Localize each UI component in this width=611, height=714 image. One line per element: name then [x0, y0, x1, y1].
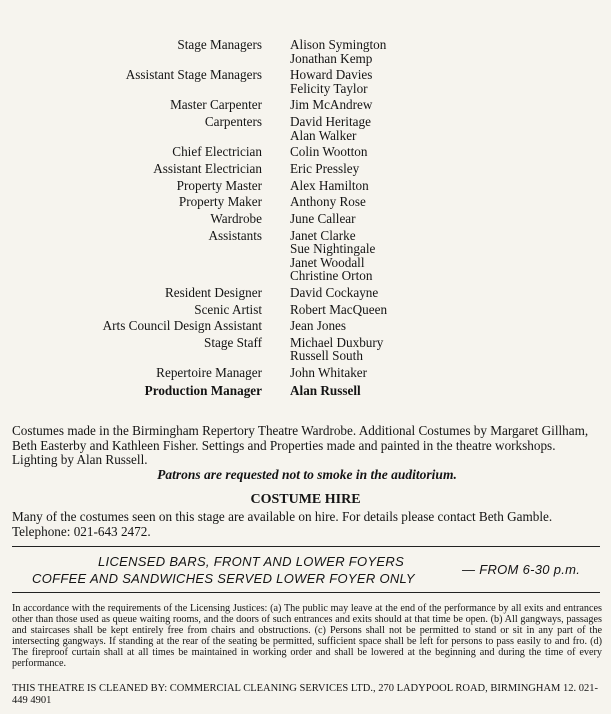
credit-role: Production Manager	[144, 382, 262, 398]
credit-name: Robert MacQueen	[290, 301, 388, 317]
credit-role: Stage Managers	[177, 37, 262, 52]
credit-names	[290, 115, 611, 142]
credit-role: Assistant Stage Managers	[125, 67, 262, 83]
credit-name: Sue Nightingale	[290, 241, 376, 257]
credit-names	[290, 229, 611, 283]
credit-row	[0, 212, 611, 226]
credit-name: Alan Walker	[290, 127, 357, 143]
credit-names	[290, 38, 611, 65]
credit-name: Janet Woodall	[290, 254, 365, 270]
bars-line-2: COFFEE AND SANDWICHES SERVED LOWER FOYER ONLY	[32, 571, 415, 586]
costumes-note: Costumes made in the Birmingham Repertory Theatre Wardrobe. Additional Costumes by Margaret Gillham, Beth Easterby and Kathleen Fisher. Settings and Properties made and painted in the theatre workshops. Lighting by Alan Russell.	[12, 423, 589, 467]
credit-row	[0, 115, 611, 142]
credit-names	[290, 336, 611, 363]
costume-hire-heading: COSTUME HIRE	[250, 492, 361, 507]
bars-line-1: LICENSED BARS, FRONT AND LOWER FOYERS	[98, 554, 405, 569]
credit-name: Janet Clarke	[290, 227, 356, 243]
credit-row	[0, 286, 611, 300]
credit-role: Assistant Electrician	[153, 160, 262, 176]
credit-row	[0, 68, 611, 95]
credit-name: Jonathan Kemp	[290, 50, 373, 66]
credit-row	[0, 145, 611, 159]
credit-role: Stage Staff	[204, 334, 262, 350]
credit-row	[0, 179, 611, 193]
credit-row	[0, 229, 611, 283]
divider-bottom	[12, 592, 600, 593]
divider-top	[12, 546, 600, 547]
credit-row	[0, 319, 611, 333]
credit-name: Michael Duxbury	[290, 334, 384, 350]
cleaned-by-notice: THIS THEATRE IS CLEANED BY: COMMERCIAL CLEANING SERVICES LTD., 270 LADYPOOL ROAD, BIRMINGHAM 12. 021-449 4901	[12, 683, 599, 706]
credit-names	[290, 319, 611, 333]
credit-name: Alan Russell	[290, 382, 361, 398]
credit-role: Resident Designer	[164, 284, 262, 300]
credit-row	[0, 195, 611, 209]
credit-name: Jim McAndrew	[290, 97, 373, 113]
credit-role: Repertoire Manager	[156, 365, 262, 381]
credit-name: David Cockayne	[290, 284, 379, 300]
credit-role: Property Master	[176, 177, 262, 193]
credit-role: Wardrobe	[210, 211, 262, 226]
credit-name: Felicity Taylor	[290, 80, 368, 96]
credit-role: Scenic Artist	[194, 301, 262, 317]
credit-names	[290, 162, 611, 176]
credit-names	[290, 384, 611, 398]
credit-names	[290, 145, 611, 159]
credit-role: Chief Electrician	[172, 144, 262, 160]
credit-names	[290, 366, 611, 380]
credit-name: Russell South	[290, 348, 363, 364]
costume-hire-text: Many of the costumes seen on this stage are available on hire. For details please contact Beth Gamble. Telephone: 021-643 2472.	[12, 509, 553, 539]
credits-list	[0, 38, 611, 400]
credit-row	[0, 384, 611, 398]
credit-role: Property Maker	[178, 194, 262, 210]
credit-names	[290, 212, 611, 226]
credit-row	[0, 336, 611, 363]
credit-name: Colin Wootton	[290, 144, 368, 160]
credit-names	[290, 98, 611, 112]
credit-name: David Heritage	[290, 114, 371, 130]
credit-names	[290, 68, 611, 95]
credit-row	[0, 366, 611, 380]
credit-row	[0, 162, 611, 176]
credit-name: Jean Jones	[290, 318, 347, 334]
credit-row	[0, 303, 611, 317]
smoking-note: Patrons are requested not to smoke in the auditorium.	[157, 467, 457, 482]
credit-names	[290, 195, 611, 209]
credit-role: Carpenters	[204, 114, 262, 130]
credit-role: Master Carpenter	[170, 97, 262, 113]
credit-name: June Callear	[290, 211, 356, 226]
credit-name: Christine Orton	[290, 268, 373, 284]
credit-name: Anthony Rose	[290, 194, 366, 210]
credit-role: Arts Council Design Assistant	[102, 318, 262, 334]
credit-name: Eric Pressley	[290, 160, 360, 176]
credit-row	[0, 98, 611, 112]
bars-time: — FROM 6-30 p.m.	[462, 562, 581, 577]
credit-name: Alex Hamilton	[290, 177, 369, 193]
credit-name: Alison Symington	[290, 37, 387, 52]
licensing-text: In accordance with the requirements of the Licensing Justices: (a) The public may leave at the end of the performance by all exits and entrances other than those used as queue waiting rooms, and the doors of such entrances and exits should at that time be open. (b) All gangways, passages and staircases shall be kept entirely free from chairs and obstructions. (c) Persons shall not be permitted to stand or sit in any part of the intersecting gangways. If standing at the rear of the seating be permitted, sufficient space shall be left for persons to pass easily to and fro. (d) The fireproof curtain shall at all times be maintained in working order and shall be lowered at the beginning and during the time of every performance.	[12, 603, 602, 670]
credit-name: John Whitaker	[290, 365, 368, 381]
credit-row	[0, 38, 611, 65]
credit-names	[290, 286, 611, 300]
credit-names	[290, 179, 611, 193]
credit-name: Howard Davies	[290, 67, 373, 83]
credit-role: Assistants	[208, 227, 262, 243]
credit-names	[290, 303, 611, 317]
